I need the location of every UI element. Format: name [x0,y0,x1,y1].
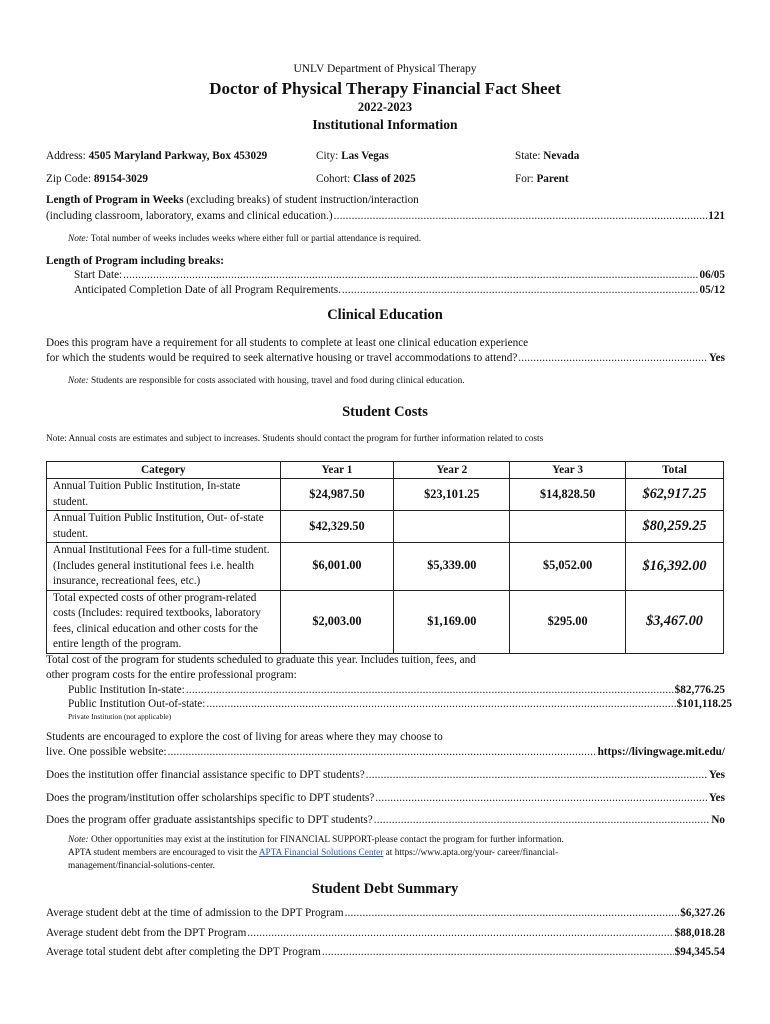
assistantships-answer: No [711,814,725,826]
for-value: Parent [536,173,569,185]
debt-total-label: Average total student debt after completing the DPT Program [46,946,321,958]
for-field [515,172,569,187]
row-year1: $42,329.50 [280,511,394,543]
start-date-label: Start Date: [74,269,123,281]
row-category: Annual Tuition Public Institution, In-state student. [47,479,281,511]
living-website[interactable]: https://livingwage.mit.edu/ [597,746,725,758]
debt-total-line [46,945,725,960]
outstate-total-value: $101,118.25 [676,698,732,710]
state-value: Nevada [543,150,580,162]
department-name: UNLV Department of Physical Therapy [293,63,477,75]
address-value: 4505 Maryland Parkway, Box 453029 [88,150,268,162]
living-line2: live. One possible website: [46,746,167,758]
address-label: Address: [46,150,86,162]
completion-date-line [74,283,725,298]
row-year3: $5,052.00 [510,543,626,591]
scholarships-line [46,791,725,806]
debt-total-value: $94,345.54 [674,946,725,958]
row-category: Total expected costs of other program-related costs (Includes: required textbooks, laboratory fees, clinical education and other costs for the entire length of the program. [47,590,281,653]
outstate-total-line [68,697,732,712]
row-category: Annual Institutional Fees for a full-time student. (Includes general institutional fees i.e. health insurance, recreational fees, etc.) [47,543,281,591]
completion-date-label: Anticipated Completion Date of all Program Requirements. [74,284,341,296]
debt-admission-label: Average student debt at the time of admission to the DPT Program [46,907,344,919]
for-label: For: [515,173,534,185]
row-total: $80,259.25 [626,511,724,543]
scholarships-answer: Yes [708,792,725,804]
page-title: Doctor of Physical Therapy Financial Fact Sheet [209,79,561,98]
length-weeks-line [46,209,725,224]
section-title-institutional: Institutional Information [312,117,458,132]
length-weeks-line2: (including classroom, laboratory, exams and clinical education.) [46,210,333,222]
financial-assistance-answer: Yes [708,769,725,781]
total-cost-line1: Total cost of the program for students scheduled to graduate this year. Includes tuition, fees, and [46,654,476,666]
table-row [47,590,724,653]
start-date-value: 06/05 [699,269,725,281]
assistantships-label: Does the program offer graduate assistantships specific to DPT students? [46,814,373,826]
length-weeks-heading [46,193,419,208]
row-year3: $295.00 [510,590,626,653]
assistantships-line [46,813,725,828]
debt-admission-line [46,906,725,921]
apta-pre-text: APTA student members are encouraged to visit the [68,848,259,858]
note-text: Other opportunities may exist at the institution for FINANCIAL SUPPORT-please contact the program for further information. [88,835,564,845]
support-note-line2 [68,847,558,859]
length-weeks-desc: (excluding breaks) of student instruction/interaction [183,194,419,206]
completion-date-value: 05/12 [699,284,725,296]
debt-admission-value: $6,327.26 [680,907,725,919]
note-label: Note: [68,376,89,386]
row-year2: $1,169.00 [394,590,510,653]
debt-program-value: $88,018.28 [674,927,725,939]
note-label: Note: [68,234,89,244]
column-header-year1: Year 1 [280,462,394,479]
table-header-row [47,462,724,479]
apta-post-text: at https://www.apta.org/your- career/financial- [383,848,559,858]
note-text: Total number of weeks includes weeks where either full or partial attendance is required. [88,234,422,244]
column-header-category: Category [47,462,281,479]
row-year1: $2,003.00 [280,590,394,653]
clinical-note [68,375,465,387]
private-institution-note: Private Institution (not applicable) [68,712,172,721]
student-debt-heading: Student Debt Summary [311,881,459,897]
instate-total-line [68,683,725,698]
city-field [316,149,389,164]
note-text: Students are responsible for costs associated with housing, travel and food during clinical education. [88,376,465,386]
scholarships-label: Does the program/institution offer scholarships specific to DPT students? [46,792,375,804]
clinical-question-line1: Does this program have a requirement for all students to complete at least one clinical education experience [46,337,529,349]
row-year2: $23,101.25 [394,479,510,511]
table-row [47,479,724,511]
row-year2: $5,339.00 [394,543,510,591]
row-year1: $24,987.50 [280,479,394,511]
support-note-line3: management/financial-solutions-center. [68,861,215,871]
start-date-line [74,268,725,283]
row-year3 [510,511,626,543]
column-header-year3: Year 3 [510,462,626,479]
student-costs-heading: Student Costs [342,404,428,420]
column-header-year2: Year 2 [394,462,510,479]
support-note-line1 [68,834,564,846]
city-label: City: [316,150,339,162]
row-year2 [394,511,510,543]
clinical-question-line [46,351,725,366]
length-weeks-note [68,233,421,245]
state-field [515,149,579,164]
zip-label: Zip Code: [46,173,92,185]
debt-program-label: Average student debt from the DPT Program [46,927,247,939]
length-weeks-title: Length of Program in Weeks [46,194,184,206]
student-costs-note: Note: Annual costs are estimates and subject to increases. Students should contact the program for further information related to costs [46,434,544,444]
row-year3: $14,828.50 [510,479,626,511]
length-breaks-heading: Length of Program including breaks: [46,255,224,267]
column-header-total: Total [626,462,724,479]
financial-assistance-line [46,768,725,783]
clinical-answer: Yes [708,352,725,364]
zip-value: 89154-3029 [93,173,148,185]
row-total: $3,467.00 [626,590,724,653]
cohort-field [316,172,416,187]
table-row [47,543,724,591]
address-field [46,149,267,164]
length-weeks-value: 121 [708,210,725,222]
student-costs-table [46,461,724,654]
financial-assistance-label: Does the institution offer financial assistance specific to DPT students? [46,769,365,781]
instate-total-label: Public Institution In-state: [68,684,185,696]
cohort-value: Class of 2025 [352,173,416,185]
clinical-education-heading: Clinical Education [327,307,443,323]
clinical-question-line2: for which the students would be required to seek alternative housing or travel accommodations to attend? [46,352,518,364]
outstate-total-label: Public Institution Out-of-state: [68,698,206,710]
academic-year: 2022-2023 [357,100,413,114]
row-year1: $6,001.00 [280,543,394,591]
state-label: State: [515,150,541,162]
table-row [47,511,724,543]
zip-field [46,172,148,187]
cohort-label: Cohort: [316,173,351,185]
total-cost-line2: other program costs for the entire professional program: [46,669,297,681]
living-line1: Students are encouraged to explore the cost of living for areas where they may choose to [46,731,443,743]
apta-financial-solutions-link[interactable]: APTA Financial Solutions Center [258,848,384,858]
row-total: $62,917.25 [626,479,724,511]
note-label: Note: [68,835,89,845]
living-line [46,745,725,760]
city-value: Las Vegas [341,150,389,162]
row-total: $16,392.00 [626,543,724,591]
row-category: Annual Tuition Public Institution, Out- of-state student. [47,511,281,543]
debt-program-line [46,926,725,941]
instate-total-value: $82,776.25 [674,684,725,696]
